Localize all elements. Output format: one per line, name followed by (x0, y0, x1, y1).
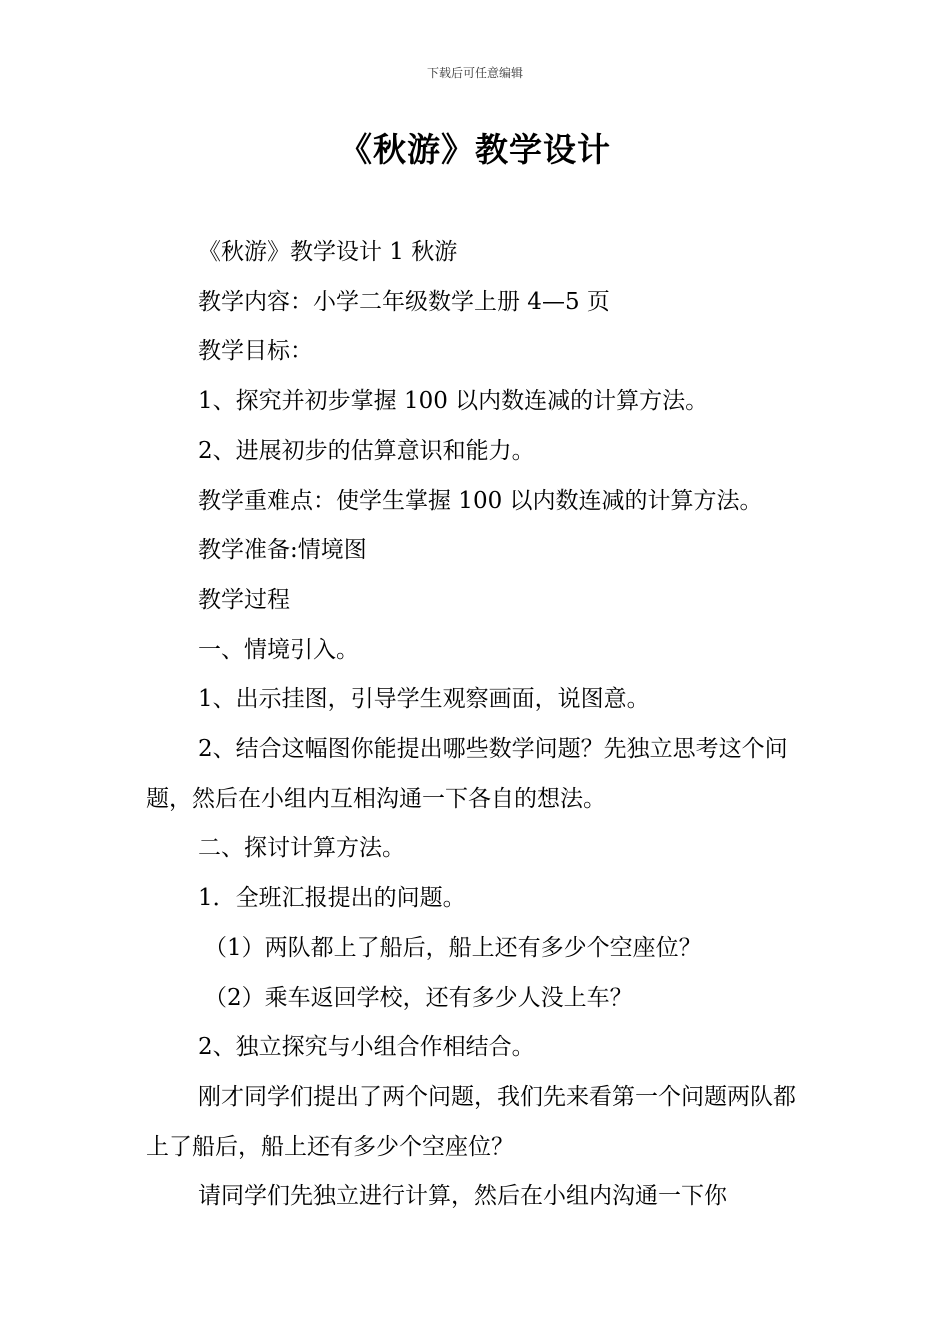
paragraph-section-1: 一、情境引入。 (198, 636, 359, 663)
paragraph-instruction: 请同学们先独立进行计算，然后在小组内沟通一下你 (198, 1183, 727, 1210)
header-note: 下载后可任意编辑 (426, 66, 523, 80)
paragraph-content: 教学内容：小学二年级数学上册 4—5 页 (198, 288, 610, 315)
paragraph-key-points: 教学重难点：使学生掌握 100 以内数连减的计算方法。 (198, 487, 763, 514)
paragraph-first-question: 刚才同学们提出了两个问题，我们先来看第一个问题两队都上了船后，船上还有多少个空座位？ (146, 1083, 796, 1160)
paragraph-goal-2: 2、进展初步的估算意识和能力。 (198, 437, 535, 464)
paragraph-report: 1．全班汇报提出的问题。 (198, 885, 466, 912)
paragraph-subtitle: 《秋游》教学设计 1 秋游 (198, 239, 458, 265)
paragraph-step-2: 2、结合这幅图你能提出哪些数学问题？先独立思考这个问题，然后在小组内互相沟通一下各自的想法。 (146, 736, 788, 812)
paragraph-preparation: 教学准备:情境图 (198, 537, 367, 564)
paragraph-question-2: （2）乘车返回学校，还有多少人没上车？ (204, 984, 633, 1011)
paragraph-explore: 2、独立探究与小组合作相结合。 (198, 1034, 535, 1061)
paragraph-goals-heading: 教学目标： (198, 338, 313, 365)
document-body (146, 228, 810, 1222)
paragraph-process-heading: 教学过程 (198, 586, 290, 613)
paragraph-question-1: （1）两队都上了船后，船上还有多少个空座位？ (204, 934, 702, 961)
paragraph-step-1: 1、出示挂图，引导学生观察画面，说图意。 (198, 686, 650, 713)
page-title: 《秋游》教学设计 (339, 130, 611, 169)
paragraph-section-2: 二、探讨计算方法。 (198, 835, 405, 862)
paragraph-goal-1: 1、探究并初步掌握 100 以内数连减的计算方法。 (198, 388, 709, 415)
